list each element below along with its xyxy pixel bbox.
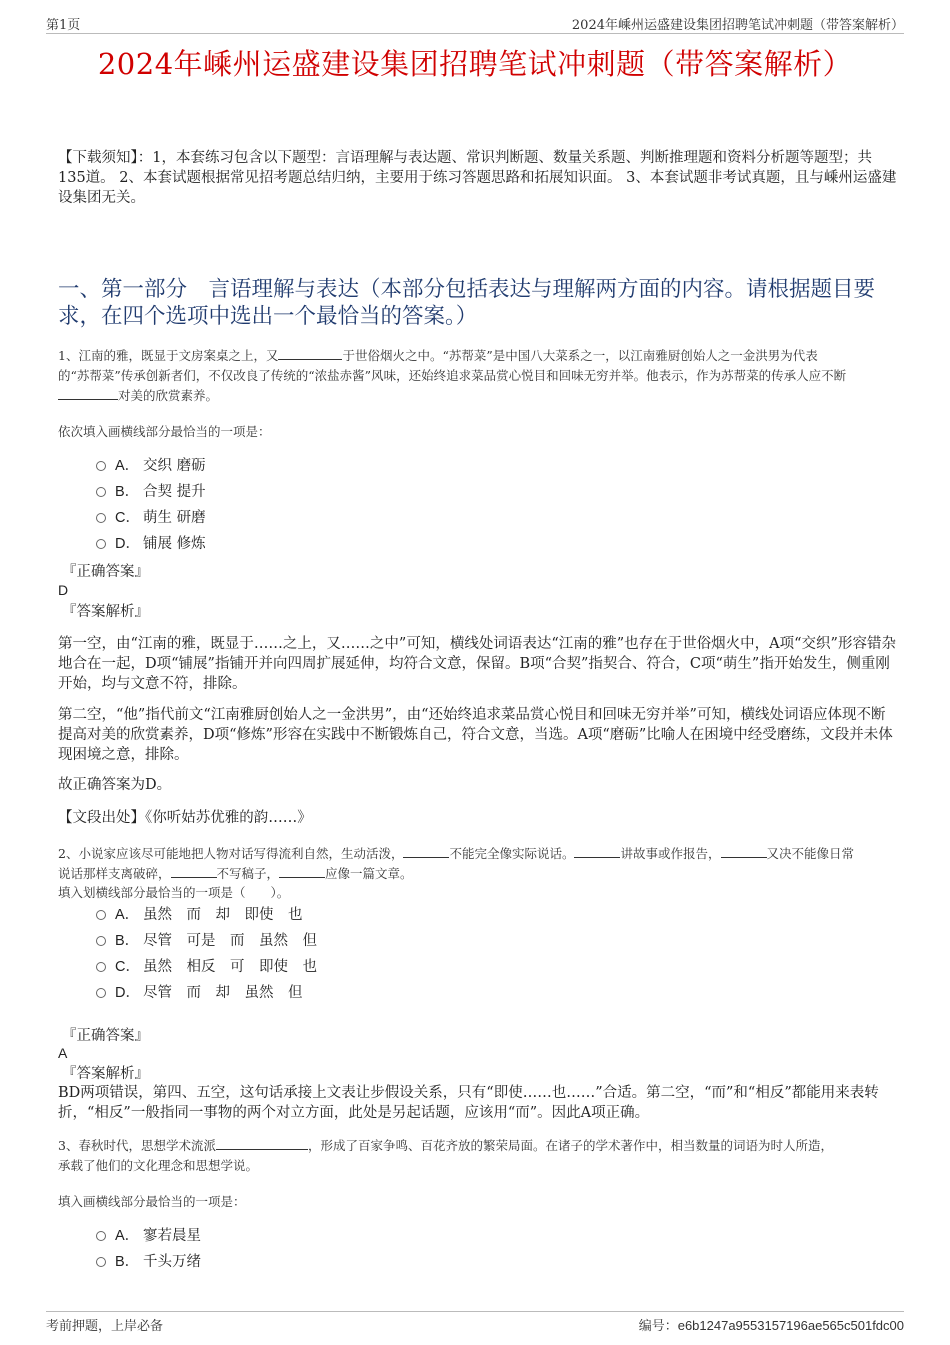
question-3-option-a[interactable]: A． 寥若晨星 <box>96 1225 201 1247</box>
question-1-stem: 1、江南的雅，既显于文房案桌之上，又 于世俗烟火之中。“苏帮菜”是中国八大菜系之一，以江南雅厨创始人之一金洪男为代表 的“苏帮菜”传承创新者们，不仅改良了传统的“浓盐赤酱”风味，还始终追求菜品赏心悦目和回味无穷并举。他表示，作为苏帮菜的传承人应不断 对美的欣赏素养。 <box>58 348 847 403</box>
answer-label: 『正确答案』 <box>62 1028 149 1044</box>
question-2-stem: 2、小说家应该尽可能地把人物对话写得流利自然，生动活泼， 不能完全像实际说话。 讲故事或作报告， 又决不能像日常 说话那样支离破碎， 不写稿子， 应像一篇文章。 <box>58 846 855 881</box>
header-doc-title: 2024年嵊州运盛建设集团招聘笔试冲刺题（带答案解析） <box>571 18 904 33</box>
fill-blank <box>279 864 325 878</box>
radio-icon[interactable] <box>96 962 106 972</box>
page-number: 第1页 <box>46 18 81 33</box>
radio-icon[interactable] <box>96 539 106 549</box>
radio-icon[interactable] <box>96 936 106 946</box>
question-3-option-b[interactable]: B． 千头万绪 <box>96 1251 201 1273</box>
radio-icon[interactable] <box>96 910 106 920</box>
fill-blank <box>58 386 118 400</box>
fill-blank <box>403 844 449 858</box>
question-2-option-b[interactable]: B． 尽管 可是 而 虽然 但 <box>96 930 317 952</box>
radio-icon[interactable] <box>96 487 106 497</box>
question-1-option-c[interactable]: C． 萌生 研磨 <box>96 507 206 529</box>
question-1-analysis-2: 第二空，“他”指代前文“江南雅厨创始人之一金洪男”，由“还始终追求菜品赏心悦目和回味无穷并举”可知，横线处词语应体现不断提高对美的欣赏素养，D项“修炼”形容在实践中不断锻炼自己，符合文意，当选。A项“磨砺”比喻人在困境中经受磨练，文段并未体现困境之意，排除。 <box>58 707 893 763</box>
analysis-label: 『答案解析』 <box>62 1066 149 1082</box>
correct-answer: D <box>58 582 69 598</box>
question-3-stem: 3、春秋时代，思想学术流派 ，形成了百家争鸣、百花齐放的繁荣局面。在诸子的学术著作中，相当数量的词语为时人所造， 承载了他们的文化理念和思想学说。 <box>58 1138 833 1173</box>
fill-blank <box>574 844 620 858</box>
footer-divider <box>46 1311 904 1312</box>
question-2-analysis: BD两项错误，第四、五空，这句话承接上文表让步假设关系，只有“即使……也……”合适。第二空，“而”和“相反”都能用来表转折，“相反”一般指同一事物的两个对立方面，此处是另起话题，应该用“而”。因此A项正确。 <box>58 1085 879 1121</box>
question-1-option-a[interactable]: A． 交织 磨砺 <box>96 455 206 477</box>
radio-icon[interactable] <box>96 513 106 523</box>
section-heading: 一、第一部分 言语理解与表达（本部分包括表达与理解两方面的内容。请根据题目要求，在四个选项中选出一个最恰当的答案。） <box>58 277 876 329</box>
fill-blank <box>171 864 217 878</box>
page-title: 2024年嵊州运盛建设集团招聘笔试冲刺题（带答案解析） <box>97 47 853 81</box>
question-2-option-c[interactable]: C． 虽然 相反 可 即使 也 <box>96 956 317 978</box>
question-2-option-a[interactable]: A． 虽然 而 却 即使 也 <box>96 904 303 926</box>
fill-blank <box>721 844 767 858</box>
question-1-analysis-1: 第一空，由“江南的雅，既显于……之上，又……之中”可知，横线处词语表达“江南的雅”也存在于世俗烟火中，A项“交织”形容错杂地合在一起，D项“铺展”指铺开并向四周扩展延伸，均符合文意，保留。B项“合契”指契合、符合，C项“萌生”指开始发生，侧重刚开始，均与文意不符，排除。 <box>58 636 896 692</box>
question-1-option-d[interactable]: D． 铺展 修炼 <box>96 533 206 555</box>
answer-label: 『正确答案』 <box>62 564 149 580</box>
fill-blank <box>278 346 342 360</box>
correct-answer: A <box>58 1045 68 1061</box>
question-3-prompt: 填入画横线部分最恰当的一项是： <box>58 1194 246 1209</box>
question-1-option-b[interactable]: B． 合契 提升 <box>96 481 206 503</box>
radio-icon[interactable] <box>96 1231 106 1241</box>
radio-icon[interactable] <box>96 1257 106 1267</box>
header-divider <box>46 33 904 34</box>
question-1-prompt: 依次填入画横线部分最恰当的一项是： <box>58 424 271 439</box>
analysis-label: 『答案解析』 <box>62 604 149 620</box>
footer-slogan: 考前押题，上岸必备 <box>46 1319 164 1334</box>
radio-icon[interactable] <box>96 461 106 471</box>
question-1-source: 【文段出处】《你听姑苏优雅的韵……》 <box>58 810 312 826</box>
question-1-conclusion: 故正确答案为D。 <box>58 777 172 793</box>
radio-icon[interactable] <box>96 988 106 998</box>
download-notice: 【下载须知】：1，本套练习包含以下题型：言语理解与表达题、常识判断题、数量关系题、判断推理题和资料分析题等题型；共135道。 2、本套试题根据常见招考题总结归纳，主要用于练习答题思路和拓展知识面。 3、本套试题非考试真题，且与嵊州运盛建设集团无关。 <box>58 150 897 206</box>
question-2-prompt: 填入划横线部分最恰当的一项是（ ）。 <box>58 885 290 900</box>
fill-blank <box>216 1136 308 1150</box>
footer-code: 编号：e6b1247a9553157196ae565c501fdc00 <box>638 1318 904 1334</box>
question-2-option-d[interactable]: D． 尽管 而 却 虽然 但 <box>96 982 303 1004</box>
